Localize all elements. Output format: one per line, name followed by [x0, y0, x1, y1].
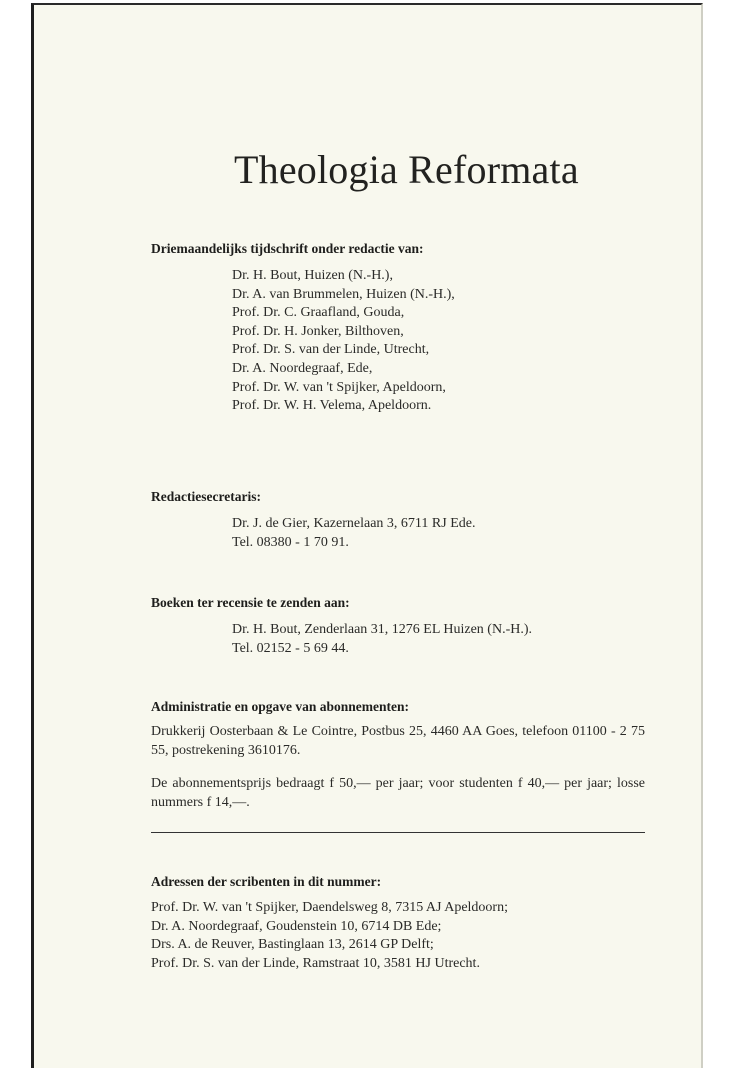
secretary-line: Tel. 08380 - 1 70 91. [232, 534, 349, 550]
publisher-text: Drukkerij Oosterbaan & Le Cointre, Postbus 25, 4460 AA Goes, telefoon 01100 - 2 75 55, postrekening 3610176. [151, 724, 645, 758]
author-line: Prof. Dr. S. van der Linde, Ramstraat 10, 3581 HJ Utrecht. [151, 955, 480, 971]
journal-page [31, 3, 703, 1068]
reviews-line: Dr. H. Bout, Zenderlaan 31, 1276 EL Huizen (N.-H.). [232, 622, 533, 637]
administration-heading: Administratie en opgave van abonnementen: [151, 699, 410, 714]
editor-line: Prof. Dr. W. H. Velema, Apeldoorn. [232, 398, 432, 414]
editors-list [232, 267, 455, 416]
editor-line: Dr. A. Noordegraaf, Ede, [232, 360, 373, 376]
price-text: De abonnementsprijs bedraagt f 50,— per jaar; voor studenten f 40,— per jaar; losse nummers f 14,—. [151, 776, 645, 810]
authors-heading: Adressen der scribenten in dit nummer: [151, 874, 382, 889]
editor-line: Dr. H. Bout, Huizen (N.-H.), [232, 268, 393, 283]
secretary-address [232, 515, 475, 552]
journal-title: Theologia Reformata [234, 147, 579, 192]
author-line: Dr. A. Noordegraaf, Goudenstein 10, 6714 DB Ede; [151, 918, 442, 934]
editor-line: Prof. Dr. H. Jonker, Bilthoven, [232, 323, 404, 339]
editor-line: Dr. A. van Brummelen, Huizen (N.-H.), [232, 286, 455, 302]
author-line: Prof. Dr. W. van 't Spijker, Daendelsweg 8, 7315 AJ Apeldoorn; [151, 900, 508, 915]
editor-line: Prof. Dr. C. Graafland, Gouda, [232, 305, 405, 321]
editor-line: Prof. Dr. S. van der Linde, Utrecht, [232, 342, 430, 358]
reviews-heading: Boeken ter recensie te zenden aan: [151, 595, 350, 610]
reviews-line: Tel. 02152 - 5 69 44. [232, 640, 349, 656]
editors-heading: Driemaandelijks tijdschrift onder redactie van: [151, 241, 424, 256]
reviews-address [232, 621, 532, 658]
editor-line: Prof. Dr. W. van 't Spijker, Apeldoorn, [232, 379, 446, 395]
authors-list [151, 899, 508, 973]
secretary-line: Dr. J. de Gier, Kazernelaan 3, 6711 RJ Ede. [232, 516, 476, 531]
divider-rule [151, 832, 645, 833]
secretary-heading: Redactiesecretaris: [151, 489, 261, 504]
author-line: Drs. A. de Reuver, Bastinglaan 13, 2614 GP Delft; [151, 937, 434, 953]
